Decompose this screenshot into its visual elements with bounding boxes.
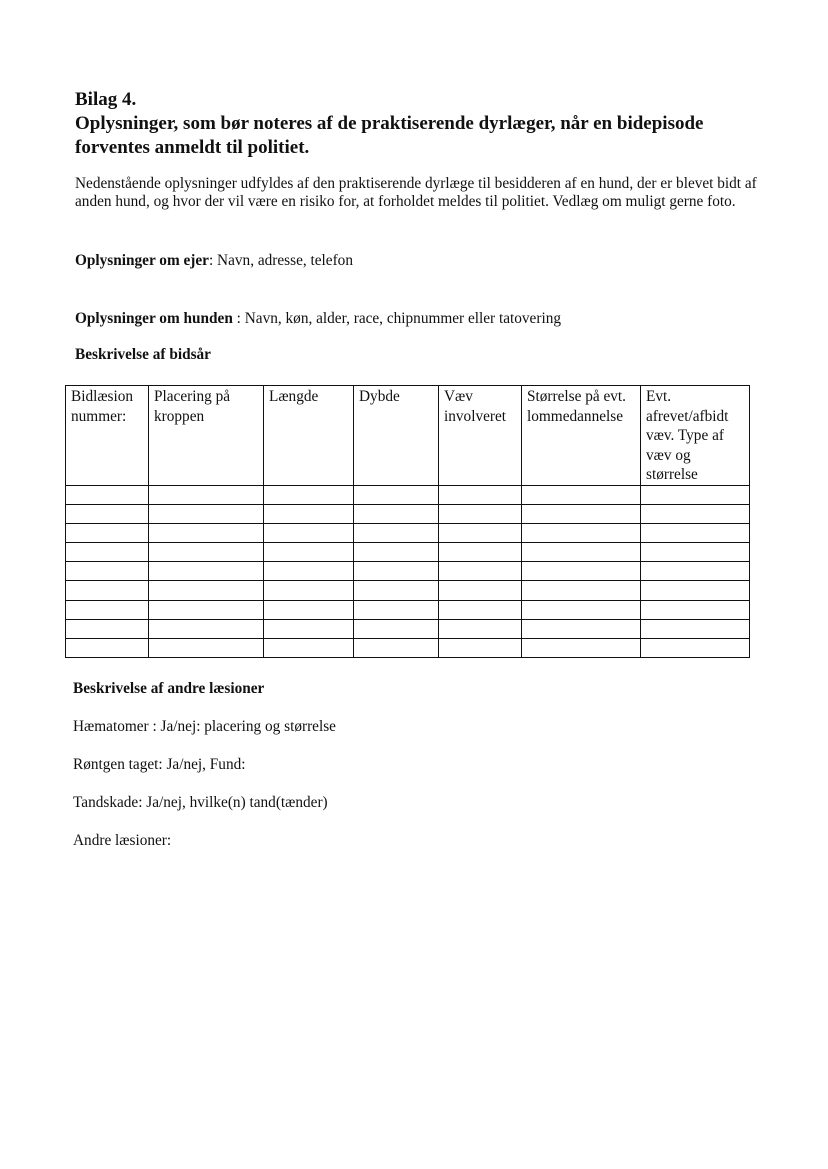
owner-info-line [75,252,353,270]
table-cell [439,562,522,581]
table-cell [264,639,354,658]
table-cell [264,619,354,638]
table-row [66,543,750,562]
table-cell [149,639,264,658]
tooth-damage-line: Tandskade: Ja/nej, hvilke(n) tand(tænder) [73,794,328,811]
table-cell [264,523,354,542]
table-cell [66,485,149,504]
table-cell [522,523,641,542]
table-cell [264,504,354,523]
col-header-torn-tissue: Evt. afrevet/afbidt væv. Type af væv og størrelse [641,386,750,486]
table-body [66,485,750,658]
table-cell [641,600,750,619]
table-cell [522,600,641,619]
table-cell [66,504,149,523]
owner-info-fields: : Navn, adresse, telefon [208,252,353,269]
table-cell [264,543,354,562]
table-cell [641,639,750,658]
dog-info-label: Oplysninger om hunden [75,310,233,327]
table-cell [264,600,354,619]
intro-paragraph: Nedenstående oplysninger udfyldes af den praktiserende dyrlæge til besidderen af en hund, der er blevet bidt af anden hund, og hvor der vil være en risiko for, at forholdet meldes til politiet. Vedlæg om muligt gerne foto. [75,175,757,210]
table-cell [149,485,264,504]
document-title: Oplysninger, som bør noteres af de praktiserende dyrlæger, når en bidepisode forventes anmeldt til politiet. [75,113,704,158]
table-cell [641,485,750,504]
table-cell [439,581,522,600]
table-cell [264,485,354,504]
table-cell [439,485,522,504]
owner-info-label: Oplysninger om ejer [75,252,209,269]
table-cell [354,543,439,562]
table-cell [66,543,149,562]
table-cell [439,619,522,638]
table-row [66,523,750,542]
col-header-pocket-size: Størrelse på evt. lommedannelse [522,386,641,486]
table-cell [522,562,641,581]
table-cell [439,543,522,562]
table-cell [641,543,750,562]
table-row [66,600,750,619]
table-cell [522,504,641,523]
table-cell [149,543,264,562]
table-row [66,639,750,658]
table-header-row [66,386,750,486]
col-header-location: Placering på kroppen [149,386,264,486]
table-cell [354,504,439,523]
bite-wounds-table [65,385,750,658]
table-cell [149,600,264,619]
table-row [66,504,750,523]
table-cell [66,639,149,658]
table-cell [354,619,439,638]
table-cell [641,619,750,638]
appendix-heading: Bilag 4. [75,89,137,110]
other-lesions-line: Andre læsioner: [73,832,172,849]
table-cell [641,523,750,542]
table-cell [439,523,522,542]
table-row [66,619,750,638]
table-cell [354,600,439,619]
other-lesions-title: Beskrivelse af andre læsioner [73,680,265,697]
table-cell [66,619,149,638]
table-cell [264,562,354,581]
table-cell [264,581,354,600]
table-cell [522,581,641,600]
table-cell [66,581,149,600]
table-cell [149,523,264,542]
table-row [66,562,750,581]
dog-info-fields: : Navn, køn, alder, race, chipnummer eller tatovering [232,310,561,327]
col-header-length: Længde [264,386,354,486]
table-cell [439,504,522,523]
hematoma-line: Hæmatomer : Ja/nej: placering og størrelse [73,718,336,735]
table-row [66,581,750,600]
table-cell [641,562,750,581]
table-cell [522,543,641,562]
table-cell [354,562,439,581]
table-cell [641,581,750,600]
dog-info-line [75,310,561,328]
col-header-bite-number: Bidlæsion nummer: [66,386,149,486]
table-cell [522,639,641,658]
table-cell [354,485,439,504]
xray-line: Røntgen taget: Ja/nej, Fund: [73,756,246,773]
table-cell [439,639,522,658]
table-cell [522,485,641,504]
table-cell [66,562,149,581]
table-cell [66,523,149,542]
table-cell [149,504,264,523]
col-header-depth: Dybde [354,386,439,486]
table-cell [149,619,264,638]
table-cell [354,639,439,658]
table-cell [354,581,439,600]
col-header-tissue: Væv involveret [439,386,522,486]
table-cell [522,619,641,638]
table-cell [641,504,750,523]
table-cell [149,562,264,581]
table-row [66,485,750,504]
table-cell [66,600,149,619]
table-cell [354,523,439,542]
bite-section-title: Beskrivelse af bidsår [75,346,211,363]
table-cell [439,600,522,619]
table-cell [149,581,264,600]
